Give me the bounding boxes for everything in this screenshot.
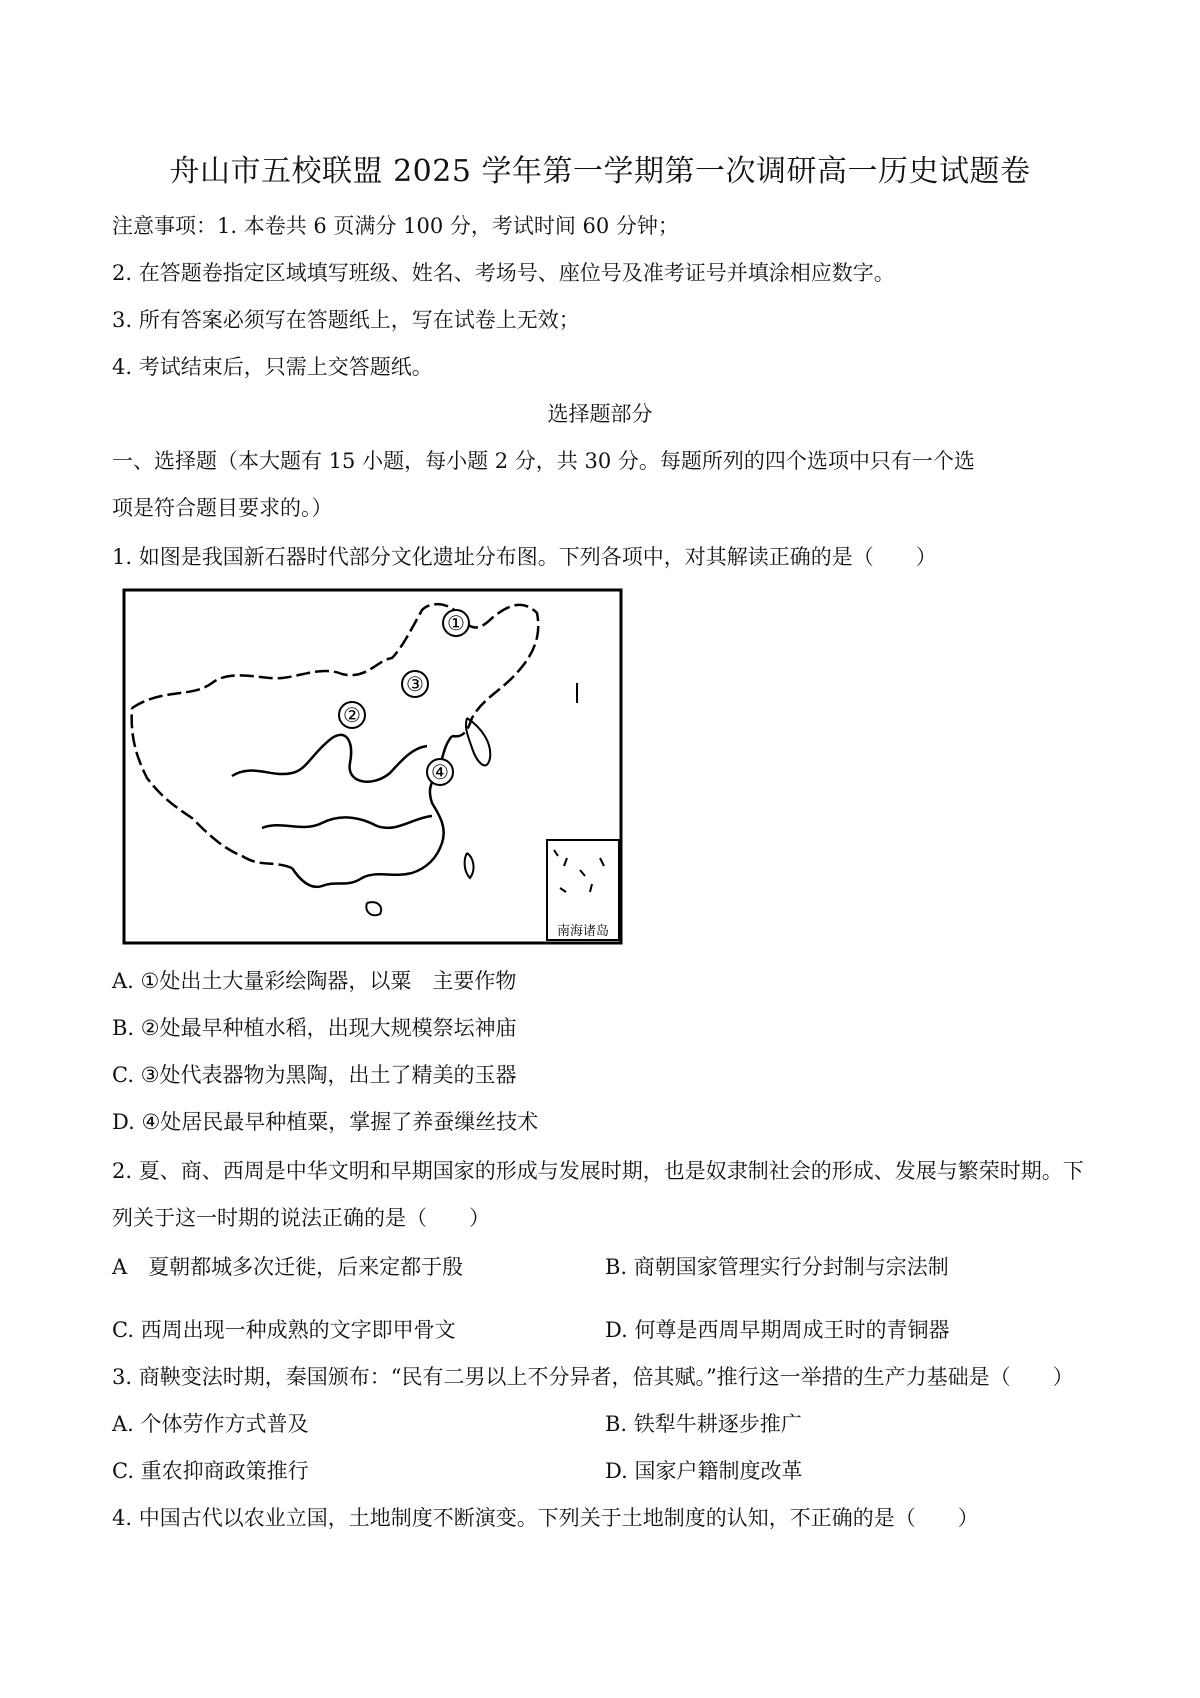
inset-label: 南海诸岛 [556,924,610,939]
neolithic-sites-map [122,588,623,945]
site-label-4: ④ [431,760,449,784]
exam-note-1: 注意事项：1. 本卷共 6 页满分 100 分，考试时间 60 分钟； [112,214,679,238]
question-3-stem: 3. 商鞅变法时期，秦国颁布：“民有二男以上不分异者，倍其赋。”推行这一举措的生产力基础是（ ） [112,1365,1074,1389]
question-1-option-a: A. ①处出土大量彩绘陶器，以粟 主要作物 [112,969,517,993]
section-title: 选择题部分 [547,402,653,426]
exam-note-2: 2. 在答题卷指定区域填写班级、姓名、考场号、座位号及准考证号并填涂相应数字。 [112,261,895,285]
question-1-stem: 1. 如图是我国新石器时代部分文化遗址分布图。下列各项中，对其解读正确的是（ ） [112,545,937,569]
question-1-option-c: C. ③处代表器物为黑陶，出土了精美的玉器 [112,1063,517,1087]
question-3-option-d: D. 国家户籍制度改革 [605,1459,803,1483]
question-2-option-b: B. 商朝国家管理实行分封制与宗法制 [605,1255,949,1279]
part-heading-line-1: 一、选择题（本大题有 15 小题，每小题 2 分，共 30 分。每题所列的四个选项中只有一个选 [112,449,975,473]
question-3-option-b: B. 铁犁牛耕逐步推广 [605,1412,802,1436]
question-2-option-a: A 夏朝都城多次迁徙，后来定都于殷 [112,1255,464,1279]
question-2-stem-line-2: 列关于这一时期的说法正确的是（ ） [112,1206,490,1230]
question-1-option-d: D. ④处居民最早种植粟，掌握了养蚕缫丝技术 [112,1110,539,1134]
part-heading-line-2: 项是符合题目要求的。） [112,496,333,520]
question-3-option-c: C. 重农抑商政策推行 [112,1459,309,1483]
site-label-2: ② [343,703,361,727]
exam-note-3: 3. 所有答案必须写在答题纸上，写在试卷上无效； [112,308,580,332]
question-2-option-d: D. 何尊是西周早期周成王时的青铜器 [605,1318,950,1342]
exam-title: 舟山市五校联盟 2025 学年第一学期第一次调研高一历史试题卷 [169,154,1031,189]
site-label-1: ① [447,611,465,635]
site-label-3: ③ [406,672,424,696]
question-1-option-b: B. ②处最早种植水稻，出现大规模祭坛神庙 [112,1016,517,1040]
exam-note-4: 4. 考试结束后，只需上交答题纸。 [112,355,433,379]
question-4-stem: 4. 中国古代以农业立国，土地制度不断演变。下列关于土地制度的认知，不正确的是（ ） [112,1506,979,1530]
question-2-stem-line-1: 2. 夏、商、西周是中华文明和早期国家的形成与发展时期，也是奴隶制社会的形成、发展与繁荣时期。下 [112,1159,1084,1183]
question-3-option-a: A. 个体劳作方式普及 [112,1412,309,1436]
question-2-option-c: C. 西周出现一种成熟的文字即甲骨文 [112,1318,456,1342]
